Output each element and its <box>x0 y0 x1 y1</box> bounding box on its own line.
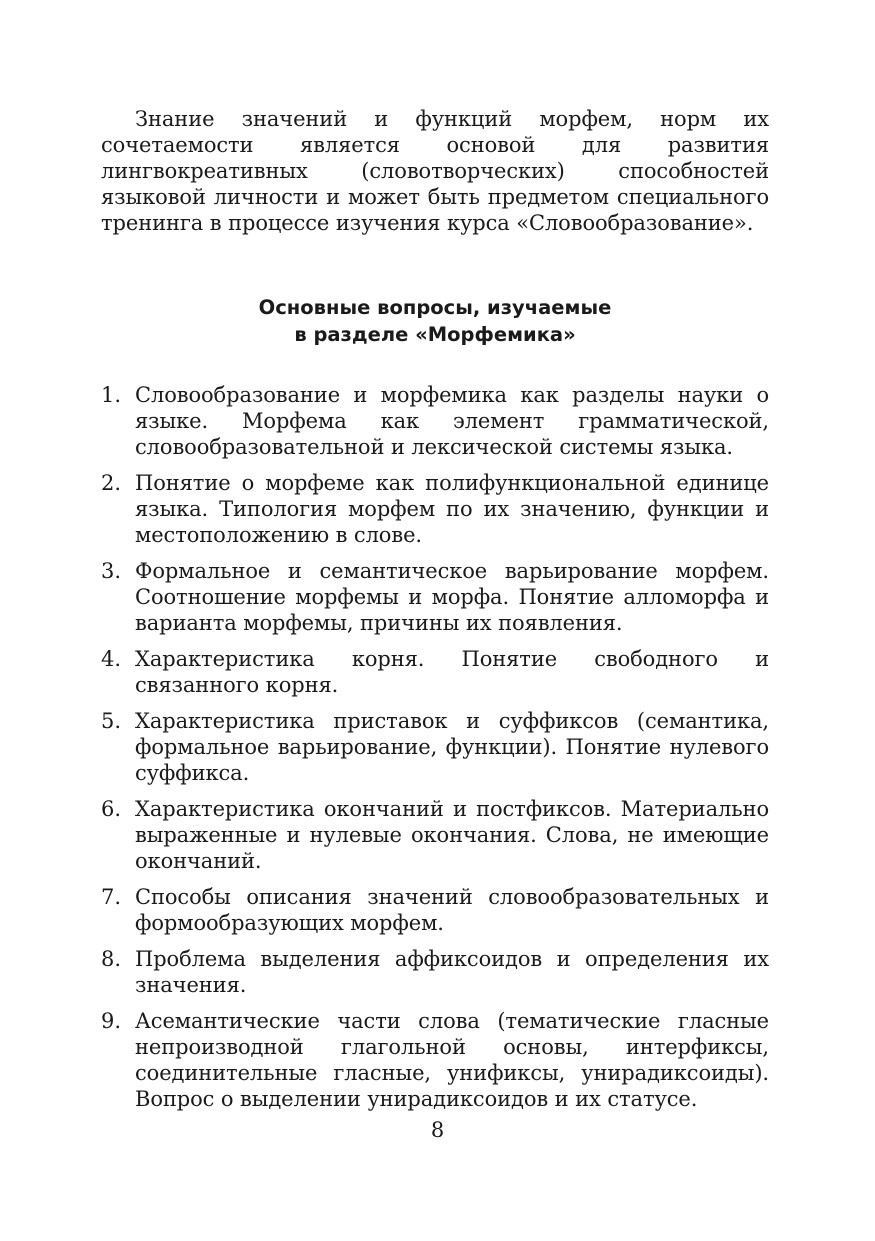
section-heading-line-1: Основные вопросы, изучаемые <box>258 296 612 319</box>
question-item-8 <box>101 946 769 998</box>
question-item-4 <box>101 646 769 698</box>
page-content <box>101 106 769 1122</box>
question-text: Характеристика приставок и суффиксов (семантика, формальное варьирование, функции). Понятие нулевого суффикса. <box>135 709 769 785</box>
intro-paragraph: Знание значений и функций морфем, норм их сочетаемости является основой для развития лингвокреативных (словотворческих) способностей языковой личности и может быть предметом специального тренинга в процессе изучения курса «Словообразование». <box>101 107 769 235</box>
question-item-6 <box>101 796 769 874</box>
section-heading <box>101 294 769 348</box>
question-text: Характеристика корня. Понятие свободного и связанного корня. <box>135 647 769 697</box>
question-number: 2. <box>101 471 122 495</box>
question-number: 5. <box>101 709 122 733</box>
question-item-7 <box>101 884 769 936</box>
question-item-5 <box>101 708 769 786</box>
question-text: Словообразование и морфемика как разделы науки о языке. Морфема как элемент грамматической, словообразовательной и лексической системы языка. <box>135 383 769 459</box>
question-number: 7. <box>101 885 122 909</box>
question-item-2 <box>101 470 769 548</box>
question-number: 1. <box>101 383 122 407</box>
question-number: 8. <box>101 947 122 971</box>
questions-list <box>101 382 769 1112</box>
question-number: 4. <box>101 647 122 671</box>
question-text: Понятие о морфеме как полифункциональной единице языка. Типология морфем по их значению, функции и местоположению в слове. <box>135 471 769 547</box>
question-number: 6. <box>101 797 122 821</box>
question-text: Проблема выделения аффиксоидов и определения их значения. <box>135 947 769 997</box>
question-item-3 <box>101 558 769 636</box>
question-number: 3. <box>101 559 122 583</box>
question-number: 9. <box>101 1009 122 1033</box>
section-heading-line-2: в разделе «Морфемика» <box>294 323 576 346</box>
question-item-9 <box>101 1008 769 1112</box>
question-text: Характеристика окончаний и постфиксов. Материально выраженные и нулевые окончания. Слова, не имеющие окончаний. <box>135 797 769 873</box>
page-number: 8 <box>430 1118 445 1142</box>
question-text: Способы описания значений словообразовательных и формообразующих морфем. <box>135 885 769 935</box>
question-text: Асемантические части слова (тематические гласные непроизводной глагольной основы, интерфиксы, соединительные гласные, унификсы, унирадиксоиды). Вопрос о выделении унирадиксоидов и их статусе. <box>135 1009 769 1111</box>
question-item-1 <box>101 382 769 460</box>
question-text: Формальное и семантическое варьирование морфем. Соотношение морфемы и морфа. Понятие алломорфа и варианта морфемы, причины их появления. <box>135 559 769 635</box>
